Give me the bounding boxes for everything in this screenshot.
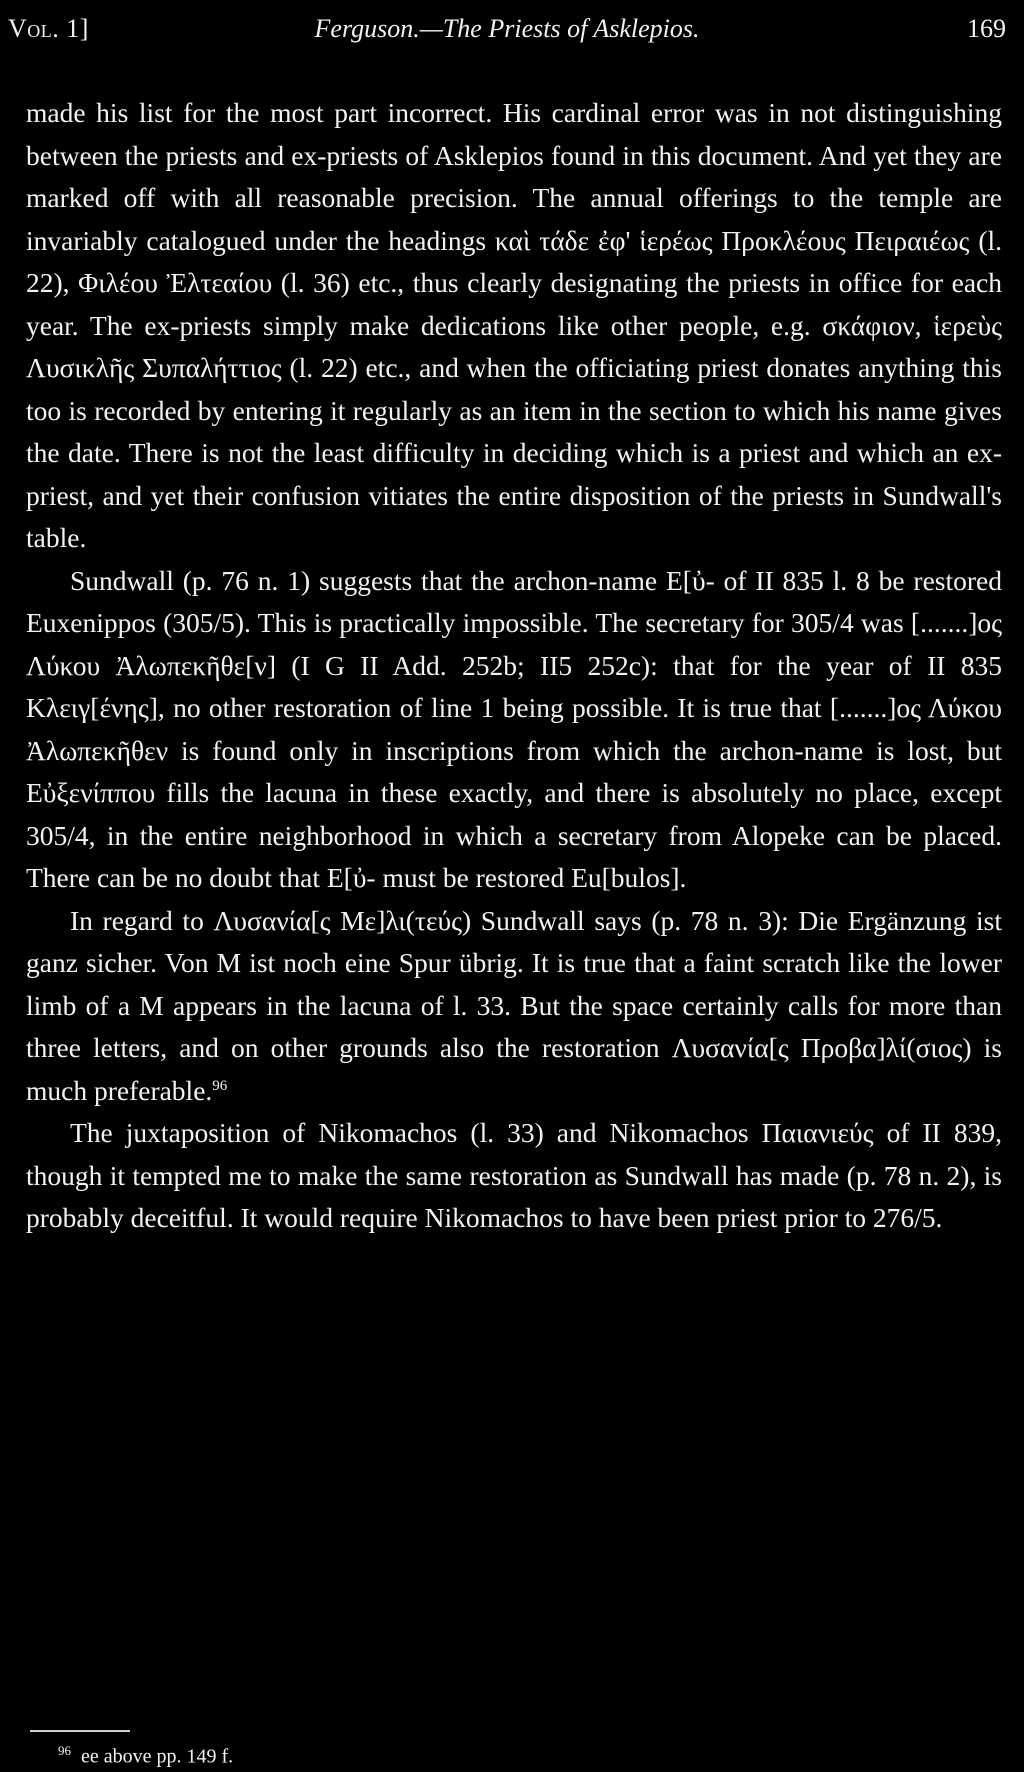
running-header — [8, 14, 1006, 48]
paragraph-3 — [26, 900, 1002, 1113]
footnote-text: ee above pp. 149 f. — [81, 1745, 234, 1768]
volume-label: Vol. 1] — [8, 14, 89, 43]
footnote-number: 96 — [58, 1743, 71, 1758]
running-title: Ferguson.—The Priests of Asklepios. — [314, 14, 700, 43]
paragraph-4: The juxtaposition of Nikomachos (l. 33) and Nikomachos Παιανιεύς of II 839, though it tempted me to make the same restoration as Sundwall has made (p. 78 n. 2), is probably deceitful. It would require Nikomachos to have been priest prior to 276/5. — [26, 1117, 1002, 1233]
footnote — [58, 1738, 996, 1770]
footnote-reference[interactable]: 96 — [212, 1077, 228, 1094]
body-text — [26, 92, 1002, 1240]
paragraph-1: made his list for the most part incorrect. His cardinal error was in not distinguishing between the priests and ex-priests of Asklepios found in this document. And yet they are marked off with all reasonable precision. The annual offerings to the temple are invariably catalogued under the headings καὶ τάδε ἐφ' ἱερέως Προκλέους Πειραιέως (l. 22), Φιλέου Ἐλτεαίου (l. 36) etc., thus clearly designating the priests in office for each year. The ex-priests simply make dedications like other people, e.g. σκάφιον, ἱερεὺς Λυσικλῆς Συπαλήττιος (l. 22) etc., and when the officiating priest donates anything this too is recorded by entering it regularly as an item in the section to which his name gives the date. There is not the least difficulty in deciding which is a priest and which an ex-priest, and yet their confusion vitiates the entire disposition of the priests in Sundwall's table. — [26, 97, 1002, 553]
paragraph-3-text: In regard to Λυσανία[ς Με]λι(τεύς) Sundwall says (p. 78 n. 3): Die Ergänzung ist ganz sicher. Von M ist noch eine Spur übrig. It is true that a faint scratch like the lower limb of a M appears in the lacuna of l. 33. But the space certainly calls for more than three letters, and on other grounds also the restoration Λυσανία[ς Προβα]λί(σιος) is much preferable. — [26, 904, 1002, 1106]
footnote-divider — [30, 1730, 130, 1732]
paragraph-2: Sundwall (p. 76 n. 1) suggests that the archon-name Ε[ὐ- of II 835 l. 8 be restored Euxenippos (305/5). This is practically impossible. The secretary for 305/4 was [.......]ος Λύκου Ἀλωπεκῆθε[ν] (I G II Add. 252b; II5 252c): that for the year of II 835 Κλειγ[ένης], no other restoration of line 1 being possible. It is true that [.......]ος Λύκου Ἀλωπεκῆθεν is found only in inscriptions from which the archon-name is lost, but Εὐξενίππου fills the lacuna in these exactly, and there is absolutely no place, except 305/4, in the entire neighborhood in which a secretary from Alopeke can be placed. There can be no doubt that Ε[ὐ- must be restored Eu[bulos]. — [26, 564, 1002, 893]
page-number: 169 — [967, 14, 1006, 43]
